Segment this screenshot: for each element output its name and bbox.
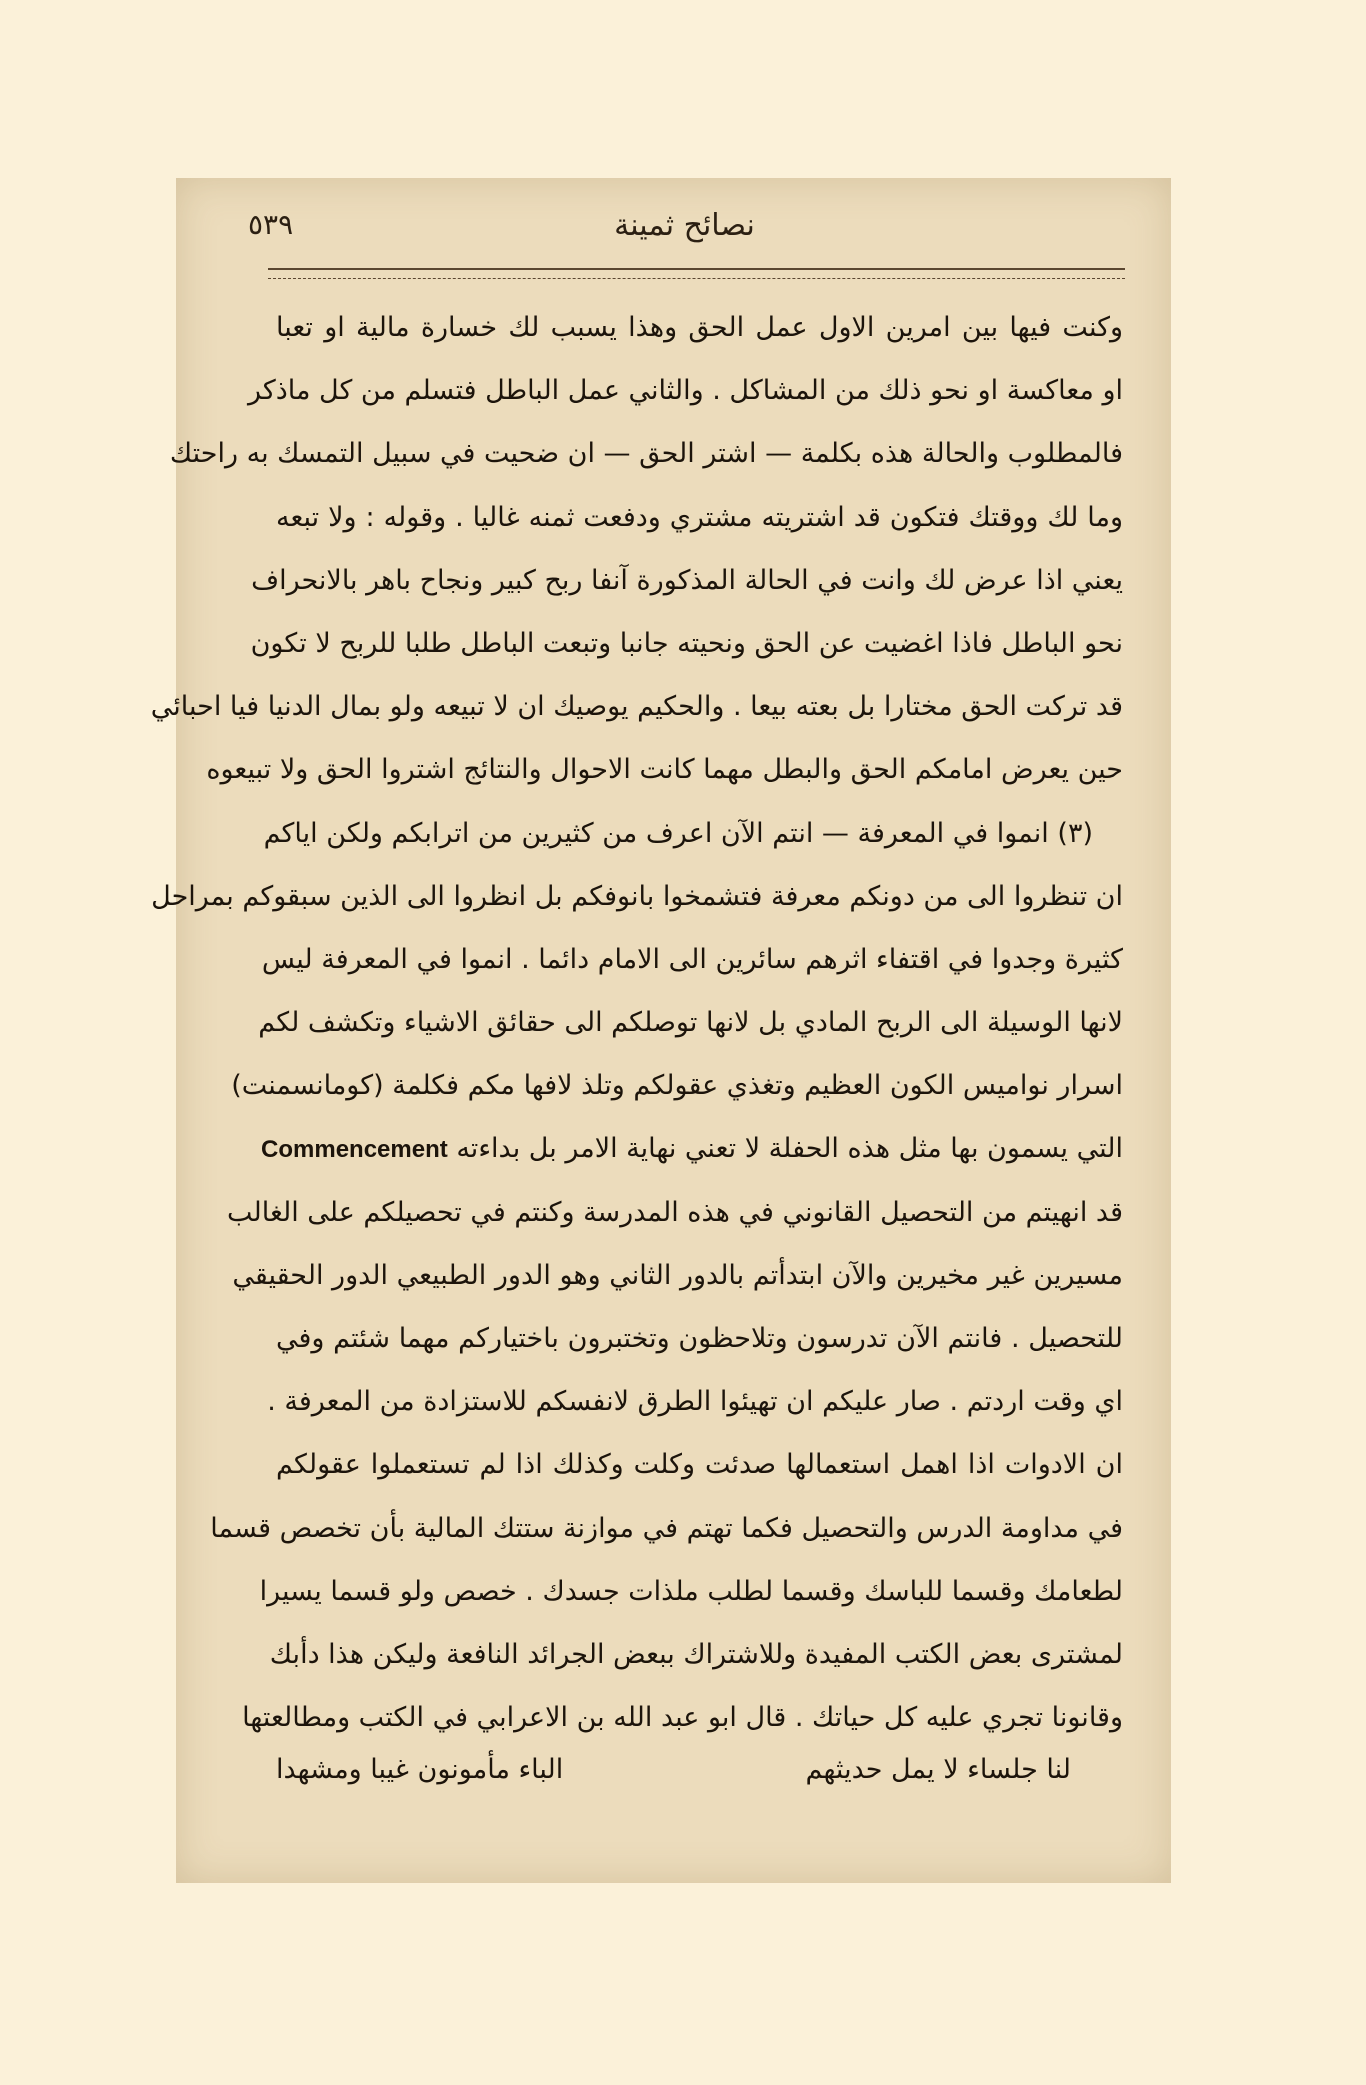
header-rule [268,268,1125,279]
text-line: وما لك ووقتك فتكون قد اشتريته مشتري ودفعت ثمنه غاليا . وقوله : ولا تبعه [276,501,1123,533]
text-line: لانها الوسيلة الى الربح المادي بل لانها توصلكم الى حقائق الاشياء وتكشف لكم [258,1007,1123,1039]
text-line: قد تركت الحق مختارا بل بعته بيعا . والحكيم يوصيك ان لا تبيعه ولو بمال الدنيا فيا احبائي [150,691,1123,723]
section-heading-line: (٣) انموا في المعرفة — انتم الآن اعرف من كثيرين من اترابكم ولكن اياكم [263,817,1093,849]
text-line: للتحصيل . فانتم الآن تدرسون وتلاحظون وتختبرون باختياركم مهما شئتم وفي [276,1323,1123,1354]
verse-first-hemistich: لنا جلساء لا يمل حديثهم [805,1754,1071,1785]
text-line: لمشترى بعض الكتب المفيدة وللاشتراك ببعض الجرائد النافعة وليكن هذا دأبك [269,1638,1123,1670]
text-line: ان الادوات اذا اهمل استعمالها صدئت وكلت وكذلك اذا لم تستعملوا عقولكم [276,1449,1123,1481]
text-line: حين يعرض امامكم الحق والبطل مهما كانت الاحوال والنتائج اشتروا الحق ولا تبيعوه [206,754,1123,786]
text-segment: التي يسمون بها مثل هذه الحفلة لا تعني نهاية الامر بل بداءته [456,1133,1123,1165]
text-line: ان تنظروا الى من دونكم معرفة فتشمخوا بانوفكم بل انظروا الى الذين سبقوكم بمراحل [151,880,1123,912]
text-line: اي وقت اردتم . صار عليكم ان تهيئوا الطرق لانفسكم للاستزادة من المعرفة . [267,1386,1123,1418]
text-line: نحو الباطل فاذا اغضيت عن الحق ونحيته جانبا وتبعت الباطل طلبا للربح لا تكون [250,627,1123,659]
text-line: فالمطلوب والحالة هذه بكلمة — اشتر الحق — ان ضحيت في سبيل التمسك به راحتك [169,438,1123,470]
page-number: ٥٣٩ [248,208,294,241]
latin-term: Commencement [261,1136,448,1164]
body-text [150,296,1123,1749]
poem-verse [276,1740,1111,1800]
text-line: وقانونا تجري عليه كل حياتك . قال ابو عبد الله بن الاعرابي في الكتب ومطالعتها [242,1702,1123,1734]
page-header [248,208,1121,258]
running-title: نصائح ثمينة [614,208,755,243]
text-line: مسيرين غير مخيرين والآن ابتدأتم بالدور الثاني وهو الدور الطبيعي الدور الحقيقي [232,1259,1123,1291]
text-line: لطعامك وقسما للباسك وقسما لطلب ملذات جسدك . خصص ولو قسما يسيرا [259,1575,1123,1607]
text-line-mixed [261,1117,1123,1180]
text-line: اسرار نواميس الكون العظيم وتغذي عقولكم وتلذ لافها مكم فكلمة (كومانسمنت) [231,1070,1123,1102]
text-line: كثيرة وجدوا في اقتفاء اثرهم سائرين الى الامام دائما . انموا في المعرفة ليس [261,943,1123,975]
text-line: وكنت فيها بين امرين الاول عمل الحق وهذا يسبب لك خسارة مالية او تعبا [276,312,1123,343]
text-line: في مداومة الدرس والتحصيل فكما تهتم في موازنة ستتك المالية بأن تخصص قسما [210,1512,1123,1544]
book-page [150,178,1171,1883]
text-line: قد انهيتم من التحصيل القانوني في هذه المدرسة وكنتم في تحصيلكم على الغالب [227,1196,1123,1228]
verse-second-hemistich: الباء مأمونون غيبا ومشهدا [276,1754,564,1785]
text-line: يعني اذا عرض لك وانت في الحالة المذكورة آنفا ربح كبير ونجاح باهر بالانحراف [251,564,1123,596]
text-line: او معاكسة او نحو ذلك من المشاكل . والثاني عمل الباطل فتسلم من كل ماذكر [247,375,1123,407]
